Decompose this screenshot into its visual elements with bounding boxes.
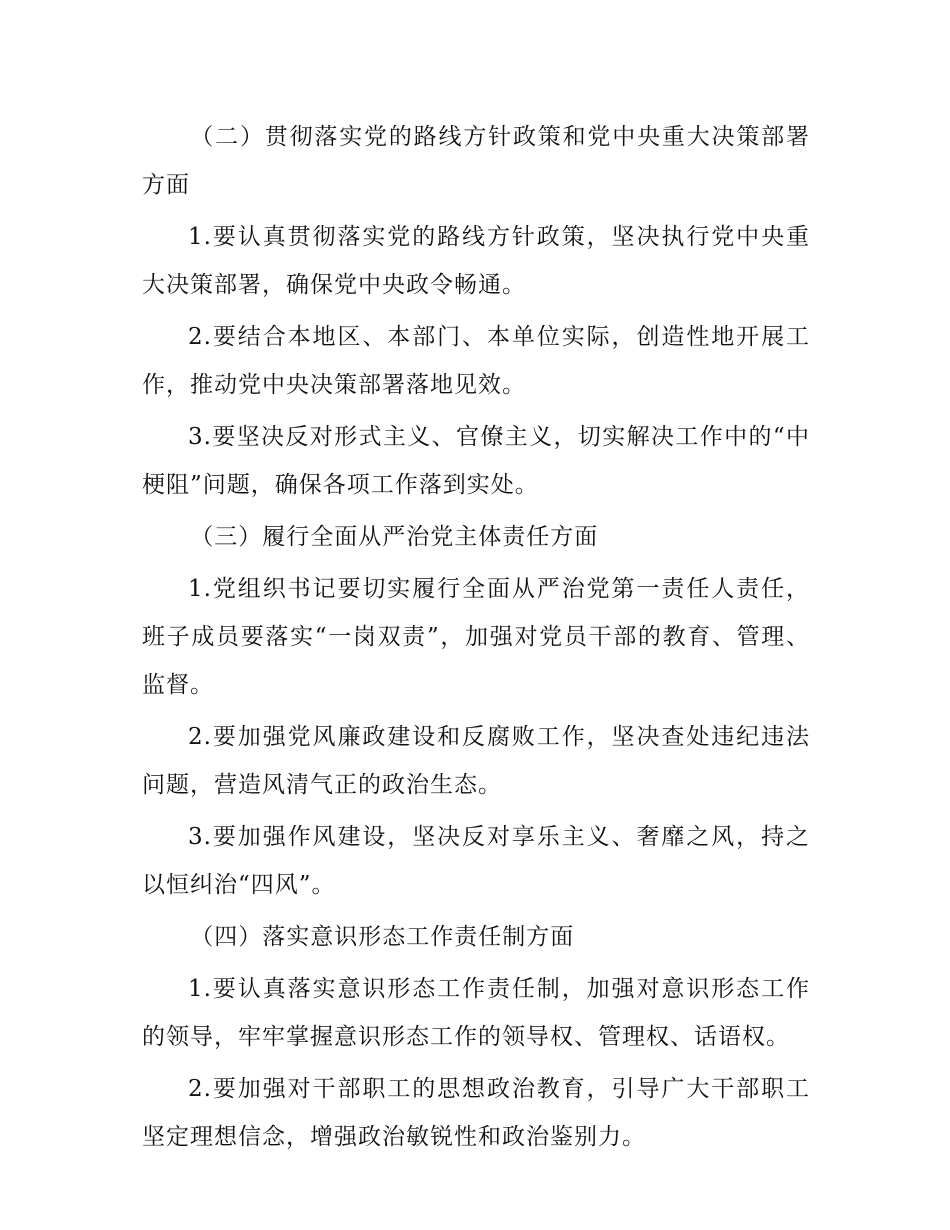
section-2-item-3: 3.要坚决反对形式主义、官僚主义，切实解决工作中的“中梗阻”问题，确保各项工作落到实处。 <box>142 424 810 498</box>
section-2-item-2: 2.要结合本地区、本部门、本单位实际，创造性地开展工作，推动党中央决策部署落地见效。 <box>142 324 810 398</box>
section-heading-4: （四）落实意识形态工作责任制方面 <box>190 924 575 950</box>
section-heading-3: （三）履行全面从严治党主体责任方面 <box>190 524 599 550</box>
section-3-item-2: 2.要加强党风廉政建设和反腐败工作，坚决查处违纪违法问题，营造风清气正的政治生态。 <box>142 724 810 798</box>
document-body <box>142 113 810 1165</box>
section-4-item-2: 2.要加强对干部职工的思想政治教育，引导广大干部职工坚定理想信念，增强政治敏锐性和政治鉴别力。 <box>142 1076 810 1150</box>
section-4-item-1: 1.要认真落实意识形态工作责任制，加强对意识形态工作的领导，牢牢掌握意识形态工作的领导权、管理权、话语权。 <box>142 976 810 1050</box>
section-3-item-3: 3.要加强作风建设，坚决反对享乐主义、奢靡之风，持之以恒纠治“四风”。 <box>142 824 810 898</box>
section-3-item-1: 1.党组织书记要切实履行全面从严治党第一责任人责任，班子成员要落实“一岗双责”，加强对党员干部的教育、管理、监督。 <box>142 576 810 698</box>
section-heading-2: （二）贯彻落实党的路线方针政策和党中央重大决策部署方面 <box>142 124 810 198</box>
section-2-item-1: 1.要认真贯彻落实党的路线方针政策，坚决执行党中央重大决策部署，确保党中央政令畅通。 <box>142 224 810 298</box>
